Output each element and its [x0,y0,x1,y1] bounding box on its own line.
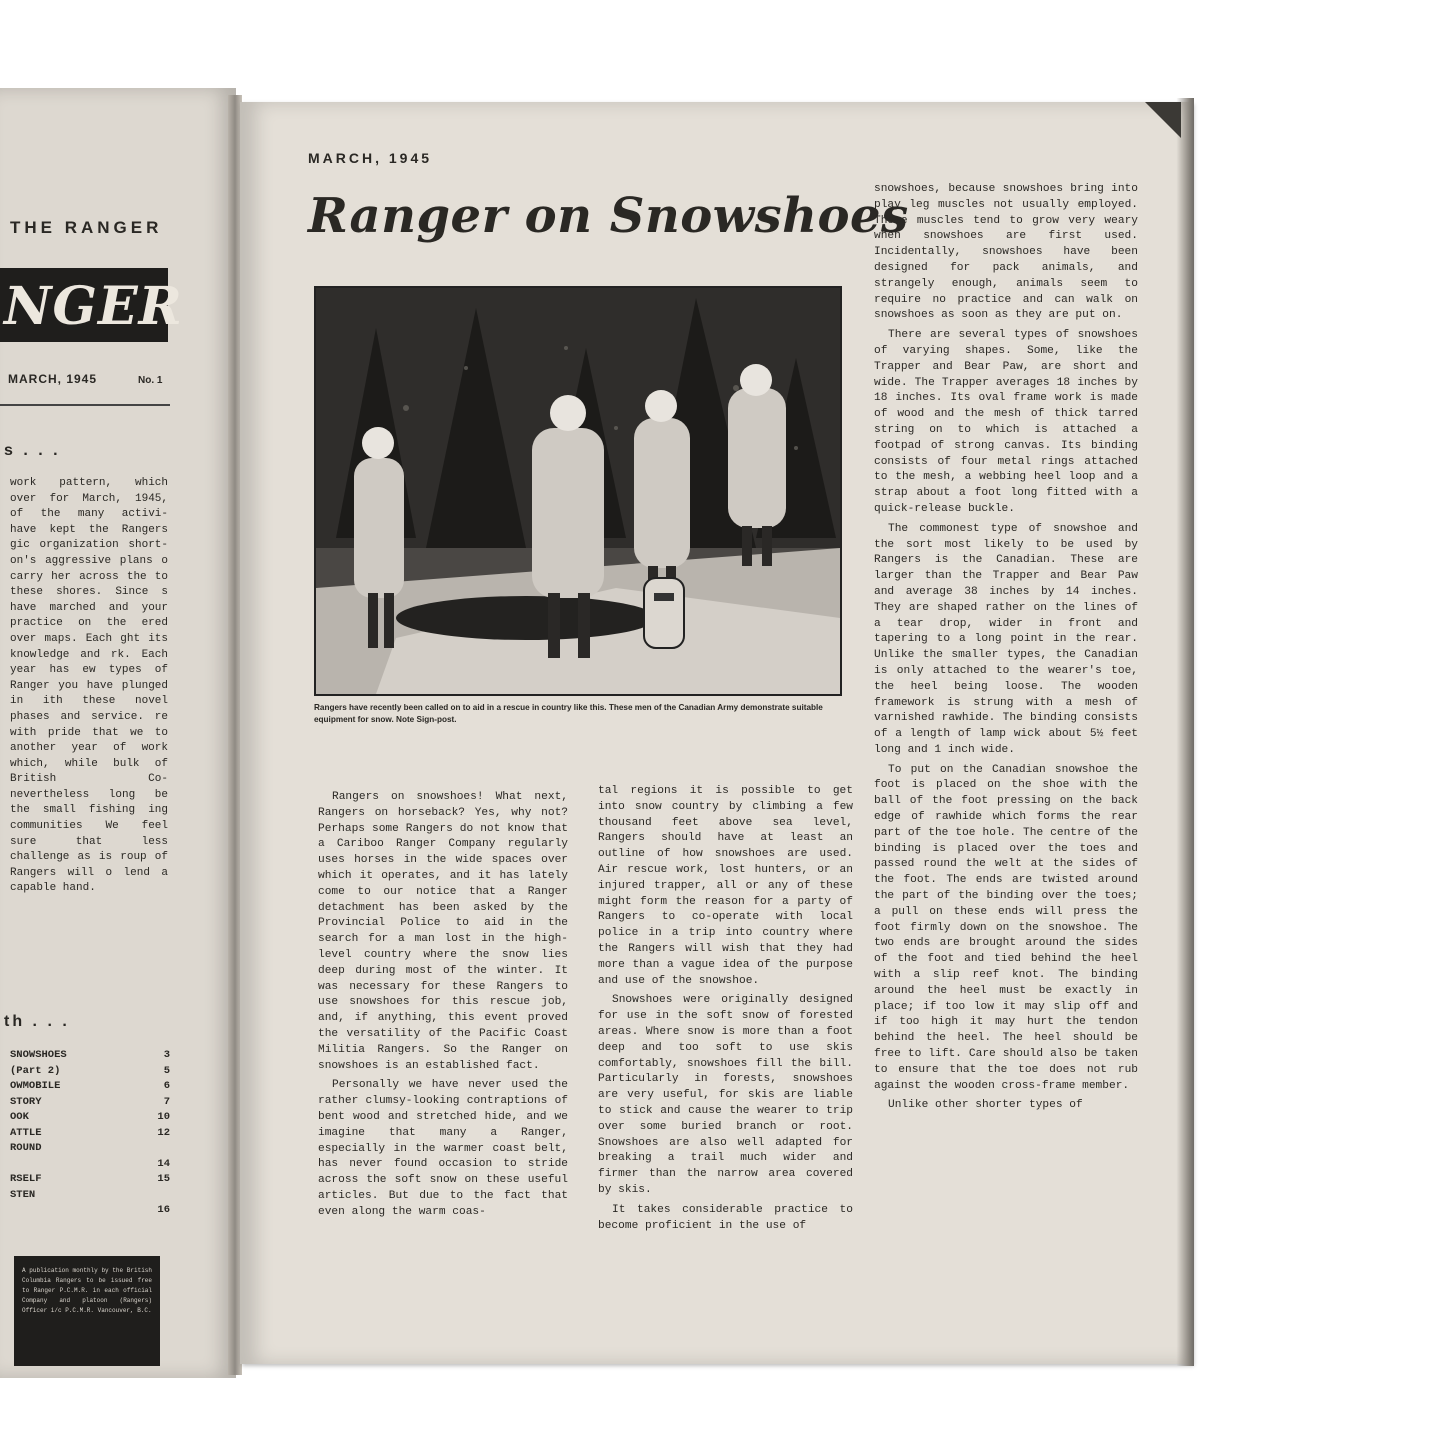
paragraph: Unlike other shorter types of [888,1099,1083,1112]
toc-row [10,1079,170,1095]
toc-page: 3 [163,1049,170,1061]
toc-row [10,1172,170,1188]
toc-row [10,1157,170,1173]
paragraph: Rangers on snowshoes! What next, Rangers on horseback? Yes, why not? Perhaps some Rangers do not know that a Cariboo Ranger Company regularly uses horses in the wide spaces over which it operates, and it has lately come to our notice that a Ranger detachment has been asked by the Provincial Police to aid in the search for a man lost in the high-level country where the snow lies deep during most of the winter. It was necessary for these Rangers to use snowshoes for this rescue job, and, if anything, this event proved the versatility of the Pacific Coast Militia Rangers. So the Ranger on snowshoes is an established fact. [318,791,568,1072]
toc-item: RSELF [10,1173,42,1185]
toc-row [10,1203,170,1219]
article-title: Ranger on Snowshoes [308,188,909,244]
left-running-head: THE RANGER [10,218,163,237]
photo-caption: Rangers have recently been called on to aid in a rescue in country like this. These men of the Canadian Army demonstrate suitable equipment for snow. Note Sign-post. [314,703,823,724]
toc-row [10,1095,170,1111]
paragraph: snowshoes, because snowshoes bring into play leg muscles not usually employed. These muscles tend to grow very weary when snowshoes are first used. Incidentally, snowshoes have been designed for pack animals, and strangely enough, animals seem to require no practice and can walk on snowshoes as soon as they are put on. [874,183,1138,322]
toc-page: 12 [157,1126,170,1139]
page-edge-shadow [1150,98,1194,1366]
toc-row [10,1188,170,1204]
paragraph: It takes considerable practice to become proficient in the use of [598,1203,853,1232]
issue-date: MARCH, 1945 [8,372,98,386]
snow-scene-photo [316,288,840,694]
paragraph: There are several types of snowshoes of varying shapes. Some, like the Trapper and Bear Paw, are short and wide. The Trapper averages 18 inches by 18 inches. Its oval frame work is made of wood and the mesh of thick tarred string on to which is attached a footpad of strong canvas. Its binding consists of four metal rings attached to the mesh, a webbing heel loop and a strap about a foot long fitted with a quick-release buckle. [874,329,1138,515]
toc-page: 7 [163,1095,170,1108]
toc-row [10,1064,170,1080]
toc-row [10,1110,170,1126]
toc-page: 16 [157,1204,170,1216]
toc-page: 14 [157,1157,170,1170]
toc-item: STORY [10,1095,42,1108]
publication-info-text: A publication monthly by the British Columbia Rangers to be issued free to Ranger P.C.M.R. in each official Company and platoon (Rangers) Officer i/c P.C.M.R. Vancouver, B.C. [22,1267,152,1314]
paragraph: The commonest type of snowshoe and the sort most likely to be used by Rangers is the Canadian. These are larger than the Trapper and Bear Paw and average 38 inches by 14 inches. They are shaped rather on the lines of a tear drop, wider in front and tapering to a long point in the rear. Unlike the smaller types, the Canadian is only attached to the wearer's toe, the heel being loose. The wooden framework is strung with a mesh of varnished rawhide. The binding consists of a length of lamp wick about 5½ feet long and 1 inch wide. [874,522,1138,756]
toc-item: OWMOBILE [10,1080,61,1092]
issue-number: No. 1 [138,375,163,386]
toc-page: 10 [157,1111,170,1123]
paragraph: Snowshoes were originally designed for use in the soft snow of forested areas. Where snow is more than a foot deep and too soft to use skis comfortably, snowshoes fill the bill. Particularly in forests, snowshoes are very useful, for skis are liable to stick and cause the wearer to trip over some buried branch or root. Snowshoes are also well adapted for breaking a trail much wider and firmer than the narrow area covered by skis. [598,994,853,1196]
left-body-text: work pattern, which over for March, 1945, of the many activi- have kept the Rangers gic organization short- on's aggressive plans o carry her across the to these shores. Since s have marched and your practice on the ered over maps. Each ght its knowledge and rk. Each year has ew types of Ranger you have plunged in ith these novel phases and service. re with pride that we to another year of work which, while bulk of British Co- nevertheless long be the small fishing ing communities We feel sure that less challenge as is roup of Rangers will o lend a capable hand. [10,477,168,895]
publication-info-box [14,1256,160,1366]
toc-row [10,1141,170,1157]
folded-corner [1145,102,1181,138]
left-page [0,88,236,1378]
paragraph: Personally we have never used the rather clumsy-looking contraptions of bent wood and stretched hide, and we imagine that many a Ranger, especially in the warmer coast belt, has never found occasion to stride across the soft snow on these useful articles. But due to the fact that even along the warm coas- [318,1079,568,1218]
toc-row [10,1126,170,1142]
toc-item: ROUND [10,1142,42,1154]
article-column-1 [318,790,568,1225]
table-of-contents [10,1048,170,1219]
article-photo [314,286,842,696]
toc-item: (Part 2) [10,1064,61,1077]
toc-item: ATTLE [10,1126,42,1139]
toc-item: STEN [10,1188,36,1201]
page-date: MARCH, 1945 [308,150,433,166]
article-column-3 [874,182,1138,1118]
toc-page: 5 [163,1064,170,1077]
toc-item: SNOWSHOES [10,1049,67,1061]
paragraph: To put on the Canadian snowshoe the foot is placed on the shoe with the ball of the foot pressing on the back edge of rawhide which forms the rear part of the toe hole. The centre of the binding is placed over the toes and passed round the welt at the sides of the foot. The ends are twisted around the part of the binding over the toes; a pull on these ends will press the foot firmly down on the snowshoe. The two ends are brought around the sides of the foot and tied behind the heel with a slip reef knot. The binding around the heel must be exactly in place; if too low it may slip off and if too high it may hurt the tendon behind the heel. The heel should be free to lift. Care should also be taken to ensure that the toe does not rub against the wooden cross-frame member. [874,763,1138,1092]
toc-page: 15 [157,1173,170,1185]
article-column-2 [598,784,853,1238]
masthead-logo [0,268,183,342]
toc-item: OOK [10,1111,29,1123]
toc-page: 6 [163,1080,170,1092]
left-heading-editorial: s . . . [4,442,61,459]
paragraph: tal regions it is possible to get into snow country by climbing a few thousand feet above sea level, Rangers should have at least an outline of how snowshoes are used. Air rescue work, lost hunters, or an injured trapper, all or any of these might form the reason for a party of Rangers to co-operate with local police in a trip into country where the Rangers will wish that they had more than a vague idea of the purpose and use of the snowshoe. [598,785,853,987]
toc-row [10,1048,170,1064]
masthead-text: NGER [4,276,183,337]
divider [0,404,170,406]
left-heading-contents: th . . . [4,1013,70,1030]
